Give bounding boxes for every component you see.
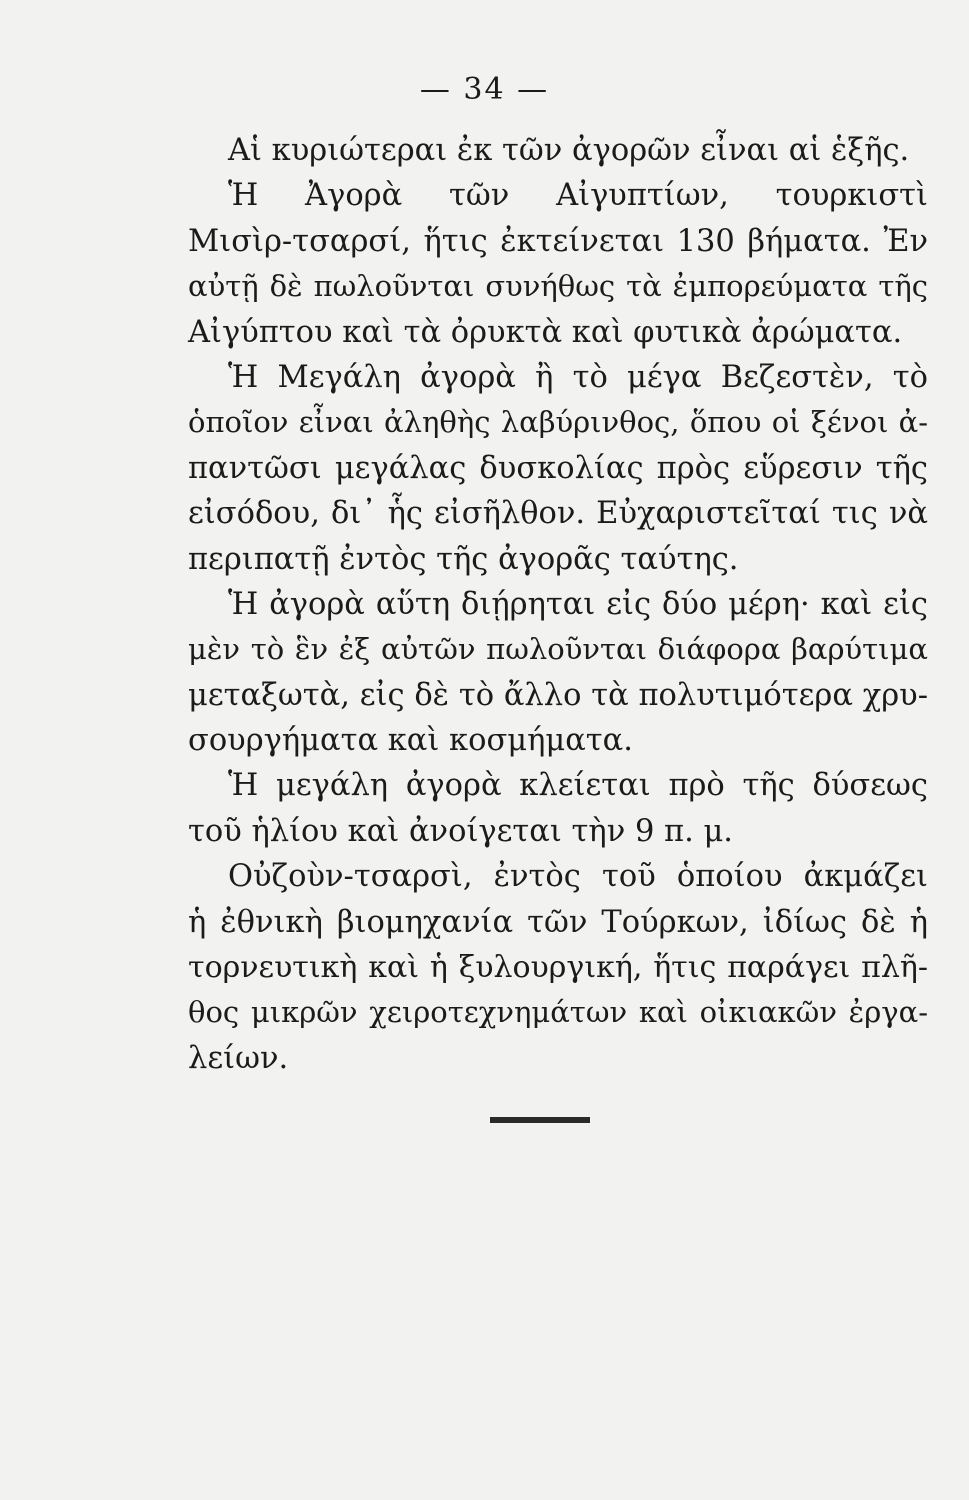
text-line: μεταξωτὰ, εἰς δὲ τὸ ἄλλο τὰ πολυτιμότερα χρυ- xyxy=(188,677,928,713)
text-line: Μισὶρ-τσαρσί, ἥτις ἐκτείνεται 130 βήματα. Ἐν xyxy=(188,223,928,259)
text-line: μὲν τὸ ἓν ἐξ αὐτῶν πωλοῦνται διάφορα βαρύτιμα xyxy=(188,632,928,667)
text-line: Ἡ Ἀγορὰ τῶν Αἰγυπτίων, τουρκιστὶ xyxy=(228,178,928,214)
text-line: τορνευτικὴ καὶ ἡ ξυλουργική, ἥτις παράγει πλῆ- xyxy=(188,950,928,986)
text-line: Ἡ Μεγάλη ἀγορὰ ἢ τὸ μέγα Βεζεστὲν, τὸ xyxy=(228,359,928,395)
text-line: Ἡ ἀγορὰ αὕτη διῄρηται εἰς δύο μέρη· καὶ εἰς xyxy=(228,586,928,622)
text-line: ἡ ἐθνικὴ βιομηχανία τῶν Τούρκων, ἰδίως δὲ ἡ xyxy=(188,904,928,940)
text-line: παντῶσι μεγάλας δυσκολίας πρὸς εὕρεσιν τῆς xyxy=(188,450,928,486)
text-line: αὐτῇ δὲ πωλοῦνται συνήθως τὰ ἐμπορεύματα τῆς xyxy=(188,269,928,304)
end-rule xyxy=(490,1117,590,1123)
body-text xyxy=(188,128,928,1081)
text-line: θος μικρῶν χειροτεχνημάτων καὶ οἰκιακῶν ἐργα- xyxy=(188,995,928,1030)
text-line: Ἡ μεγάλη ἀγορὰ κλείεται πρὸ τῆς δύσεως xyxy=(228,768,928,804)
page-number: — 34 — xyxy=(419,72,550,107)
text-line: ὁποῖον εἶναι ἀληθὴς λαβύρινθος, ὅπου οἱ ξένοι ἀ- xyxy=(188,405,928,440)
text-line: σουργήματα καὶ κοσμήματα. xyxy=(188,723,633,759)
text-line: Αἰγύπτου καὶ τὰ ὀρυκτὰ καὶ φυτικὰ ἀρώματα. xyxy=(188,314,903,350)
text-line: περιπατῇ ἐντὸς τῆς ἀγορᾶς ταύτης. xyxy=(188,541,739,577)
text-line: τοῦ ἡλίου καὶ ἀνοίγεται τὴν 9 π. μ. xyxy=(188,813,733,849)
text-line: Αἱ κυριώτεραι ἐκ τῶν ἀγορῶν εἶναι αἱ ἑξῆς. xyxy=(228,133,910,168)
text-line: Οὐζοὺν-τσαρσὶ, ἐντὸς τοῦ ὁποίου ἀκμάζει xyxy=(228,859,928,895)
text-line: εἰσόδου, δι᾽ ἧς εἰσῆλθον. Εὐχαριστεῖταί τις νὰ xyxy=(188,496,928,532)
text-line: λείων. xyxy=(188,1040,289,1076)
